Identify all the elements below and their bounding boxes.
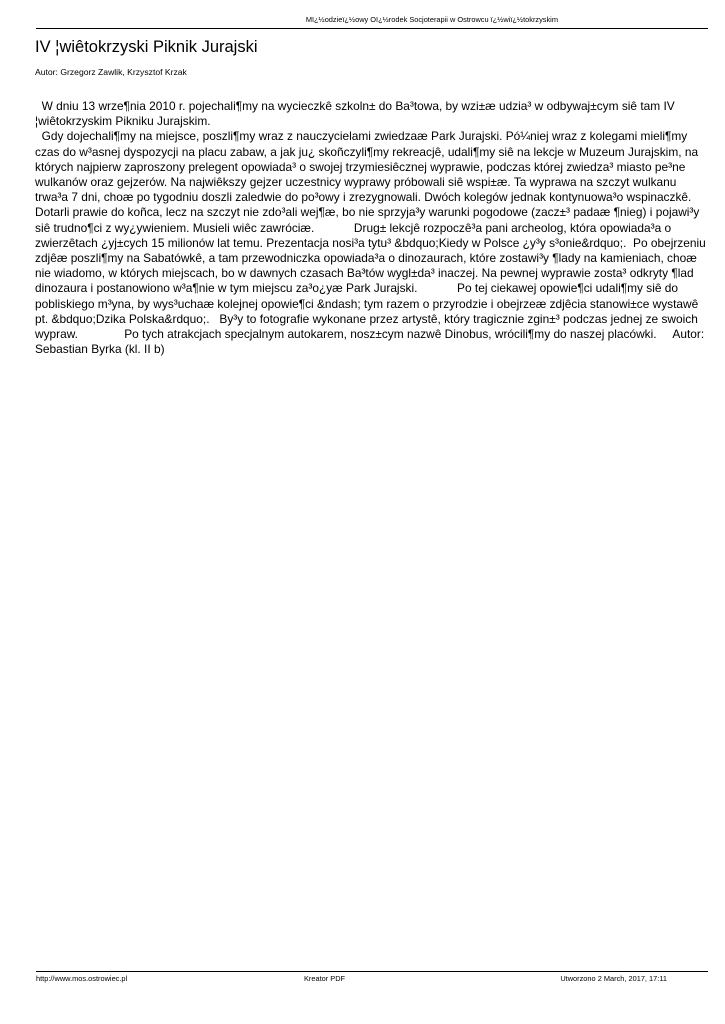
site-name: Mï¿½odzieï¿½owy Oï¿½rodek Socjoterapii w Ostrowcu ï¿½wiï¿½tokrzyskim (305, 15, 558, 24)
article-title: IV ¦wiêtokrzyski Piknik Jurajski (35, 38, 258, 56)
article-body: W dniu 13 wrze¶nia 2010 r. pojechali¶my na wycieczkê szkoln± do Ba³towa, by wzi±æ udzia³ w odbywaj±cym siê tam IV ¦wiêtokrzyskim Pikniku Jurajskim. Gdy dojechali¶my na miejsce, poszli¶my wraz z nauczycielami zwiedzaæ Park Jurajski. Pó¼niej wraz z kolegami mieli¶my czas do w³asnej dyspozycji na placu zabaw, a jak ju¿ skoñczyli¶my rekreacjê, udali¶my siê na lekcje w Muzeum Jurajskim, na których najpierw zaproszony prelegent opowiada³ o swojej trzymiesiêcznej wyprawie, podczas której zwiedza³ miasto pe³ne wulkanów oraz gejzerów. Na najwiêkszy gejzer uczestnicy wyprawy próbowali siê wspi±æ. Ta wyprawa na szczyt wulkanu trwa³a 7 dni, choæ po tygodniu doszli zaledwie do po³owy i zrezygnowali. Dwóch kolegów jednak kontynuowa³o wspinaczkê. Dotarli prawie do koñca, lecz na szczyt nie zdo³ali wej¶æ, bo nie sprzyja³y warunki pogodowe (zacz±³ padaæ ¶nieg) i pojawi³y siê trudno¶ci z wy¿ywieniem. Musieli wiêc zawróciæ. Drug± lekcjê rozpoczê³a pani archeolog, która opowiada³a o zwierzêtach ¿yj±cych 15 milionów lat temu. Prezentacja nosi³a tytu³ &bdquo;Kiedy w Polsce ¿y³y s³onie&rdquo;. Po obejrzeniu zdjêæ poszli¶my na Sabatówkê, a tam przewodniczka opowiada³a o dinozaurach, które zostawi³y ¶lady na kamieniach, choæ nie wiadomo, w których miejscach, bo w dawnych czasach Ba³tów wygl±da³ inaczej. Na pewnej wyprawie zosta³ odkryty ¶lad dinozaura i postanowiono w³a¶nie w tym miejscu za³o¿yæ Park Jurajski. Po tej ciekawej opowie¶ci udali¶my siê do pobliskiego m³yna, by wys³uchaæ kolejnej opowie¶ci &ndash; tym razem o przyrodzie i obejrzeæ zdjêcia stanowi±ce wystawê pt. &bdquo;Dzika Polska&rdquo;. By³y to fotografie wykonane przez artystê, który tragicznie zgin±³ podczas jednej ze swoich wypraw. Po tych atrakcjach specjalnym autokarem, nosz±cym nazwê Dinobus, wrócili¶my do naszej placówki. Autor: Sebastian Byrka (kl. II b) (35, 99, 706, 357)
page-footer (36, 971, 708, 986)
page-header (36, 14, 708, 29)
footer-created-date: Utworzono 2 March, 2017, 17:11 (560, 974, 667, 983)
footer-url-link[interactable]: http://www.mos.ostrowiec.pl (36, 974, 128, 983)
article-author: Autor: Grzegorz Zawlik, Krzysztof Krzak (35, 67, 187, 77)
footer-generator: Kreator PDF (304, 974, 346, 983)
